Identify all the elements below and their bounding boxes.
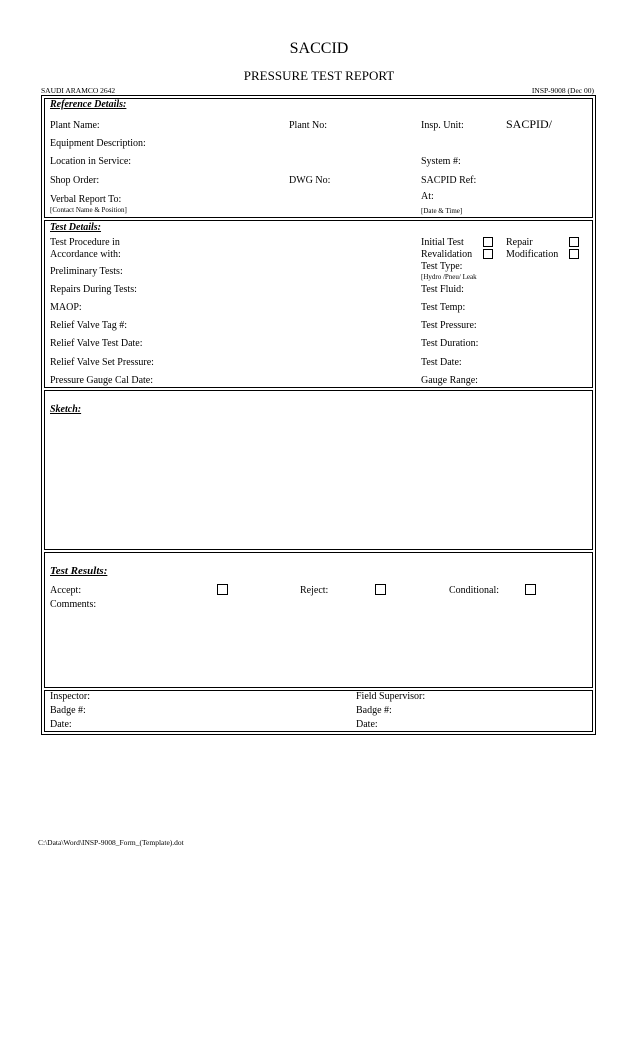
location-in-service-label: Location in Service: xyxy=(50,156,132,167)
supervisor-date-label: Date: xyxy=(356,719,378,730)
test-results-section xyxy=(44,552,593,688)
form-code-right: INSP-9008 (Dec 00) xyxy=(531,86,594,95)
reject-label: Reject: xyxy=(300,585,329,596)
test-type-label: Test Type: xyxy=(421,261,463,272)
initial-test-label: Initial Test xyxy=(421,237,464,248)
system-no-label: System #: xyxy=(421,156,461,167)
gauge-range-label: Gauge Range: xyxy=(421,375,478,386)
conditional-checkbox[interactable] xyxy=(525,584,536,595)
plant-name-label: Plant Name: xyxy=(50,120,100,131)
verbal-report-to-label: Verbal Report To: xyxy=(50,194,122,205)
repairs-during-tests-label: Repairs During Tests: xyxy=(50,284,137,295)
maop-label: MAOP: xyxy=(50,302,82,313)
accept-label: Accept: xyxy=(50,585,82,596)
date-time-hint: [Date & Time] xyxy=(421,207,463,215)
insp-unit-value: SACPID/ xyxy=(506,117,553,131)
reject-checkbox[interactable] xyxy=(375,584,386,595)
form-code-left: SAUDI ARAMCO 2642 xyxy=(41,86,116,95)
test-results-heading: Test Results: xyxy=(50,565,108,577)
field-supervisor-label: Field Supervisor: xyxy=(356,691,426,702)
reference-details-heading: Reference Details: xyxy=(50,99,127,110)
repair-label: Repair xyxy=(506,237,533,248)
preliminary-tests-label: Preliminary Tests: xyxy=(50,266,123,277)
form-subtitle: PRESSURE TEST REPORT xyxy=(243,68,395,83)
initial-test-checkbox[interactable] xyxy=(483,237,493,247)
plant-no-label: Plant No: xyxy=(289,120,328,131)
at-label: At: xyxy=(421,191,434,202)
accept-checkbox[interactable] xyxy=(217,584,228,595)
modification-checkbox[interactable] xyxy=(569,249,579,259)
relief-valve-set-pressure-label: Relief Valve Set Pressure: xyxy=(50,357,154,368)
relief-valve-tag-label: Relief Valve Tag #: xyxy=(50,320,127,331)
shop-order-label: Shop Order: xyxy=(50,175,100,186)
inspector-date-label: Date: xyxy=(50,719,72,730)
test-fluid-label: Test Fluid: xyxy=(421,284,464,295)
comments-label: Comments: xyxy=(50,599,97,610)
sacpid-ref-label: SACPID Ref: xyxy=(421,175,477,186)
supervisor-badge-label: Badge #: xyxy=(356,705,392,716)
pressure-gauge-cal-date-label: Pressure Gauge Cal Date: xyxy=(50,375,154,386)
inspector-badge-label: Badge #: xyxy=(50,705,86,716)
conditional-label: Conditional: xyxy=(449,585,499,596)
form-title: SACCID xyxy=(289,40,349,57)
test-procedure-label-line2: Accordance with: xyxy=(50,249,121,260)
repair-checkbox[interactable] xyxy=(569,237,579,247)
revalidation-checkbox[interactable] xyxy=(483,249,493,259)
contact-hint: [Contact Name & Position] xyxy=(50,206,127,214)
sketch-heading: Sketch: xyxy=(50,404,82,415)
dwg-no-label: DWG No: xyxy=(289,175,331,186)
insp-unit-label: Insp. Unit: xyxy=(421,120,464,131)
test-date-label: Test Date: xyxy=(421,357,462,368)
revalidation-label: Revalidation xyxy=(421,249,473,260)
modification-label: Modification xyxy=(506,249,559,260)
equipment-description-label: Equipment Description: xyxy=(50,138,146,149)
sketch-section[interactable] xyxy=(44,390,593,550)
test-pressure-label: Test Pressure: xyxy=(421,320,477,331)
test-procedure-label-line1: Test Procedure in xyxy=(50,237,120,248)
test-type-hint: [Hydro /Pneu/ Leak xyxy=(421,273,477,281)
test-duration-label: Test Duration: xyxy=(421,338,479,349)
relief-valve-test-date-label: Relief Valve Test Date: xyxy=(50,338,143,349)
inspector-label: Inspector: xyxy=(50,691,90,702)
test-details-heading: Test Details: xyxy=(50,222,102,233)
signoff-section xyxy=(44,690,593,732)
test-temp-label: Test Temp: xyxy=(421,302,466,313)
template-path: C:\Data\Word\INSP-9008_Form_(Template).dot xyxy=(38,838,184,847)
